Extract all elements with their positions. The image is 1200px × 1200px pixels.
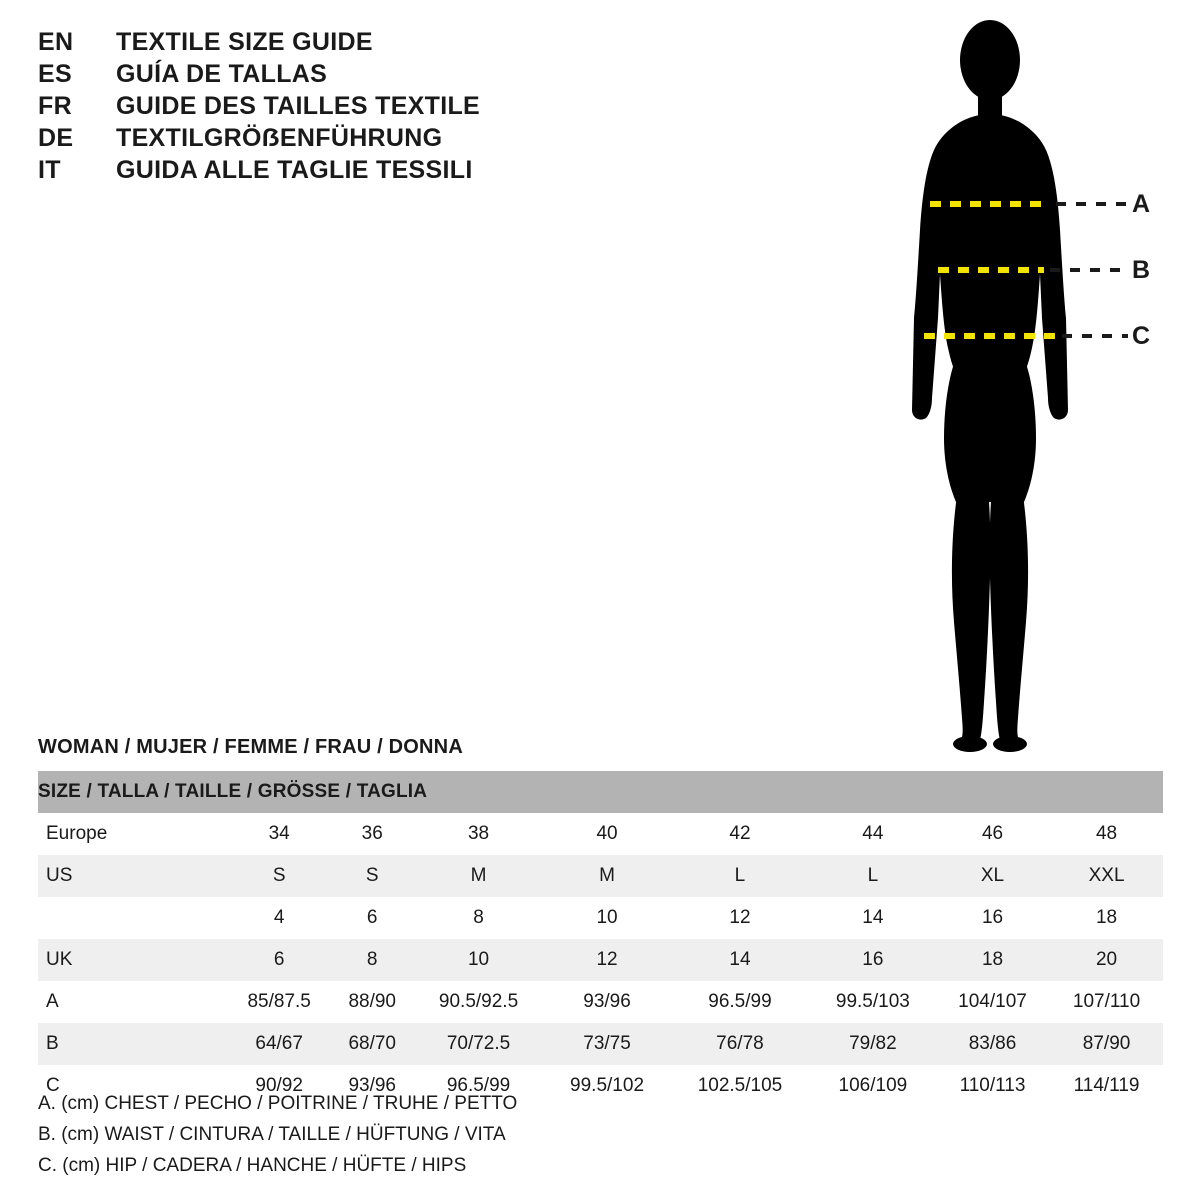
title-text-de: TEXTILGRÖẞENFÜHRUNG	[116, 124, 443, 152]
cell: 6	[366, 907, 378, 928]
table-row	[38, 855, 1163, 897]
cell: 16	[981, 907, 1004, 928]
size-table	[38, 771, 1163, 1107]
cell: XL	[980, 865, 1005, 886]
table-header-label: SIZE / TALLA / TAILLE / GRÖSSE / TAGLIA	[38, 781, 428, 802]
cell: S	[272, 865, 286, 886]
cell: 18	[1095, 907, 1118, 928]
cell: 83/86	[968, 1033, 1017, 1054]
table-row	[38, 813, 1163, 855]
cell: 90/92	[255, 1075, 303, 1096]
cell: 73/75	[583, 1033, 631, 1054]
title-lang-it: IT	[38, 156, 61, 184]
cell: XXL	[1088, 865, 1125, 886]
title-row-fr	[38, 92, 658, 124]
cell: 102.5/105	[697, 1075, 783, 1096]
row-label-b: B	[46, 1033, 59, 1054]
table-row	[38, 939, 1163, 981]
legend-line-b: B. (cm) WAIST / CINTURA / TAILLE / HÜFTUNG / VITA	[38, 1124, 506, 1145]
table-row	[38, 897, 1163, 939]
row-label-us: US	[46, 865, 73, 886]
cell: 87/90	[1082, 1033, 1131, 1054]
cell: 90.5/92.5	[438, 991, 519, 1012]
title-lang-fr: FR	[38, 92, 72, 120]
cell: 44	[862, 823, 884, 844]
row-label-c: C	[46, 1075, 60, 1096]
marker-label-c: C	[1132, 322, 1151, 350]
cell: 14	[862, 907, 884, 928]
cell: 93/96	[583, 991, 631, 1012]
row-label-us-numeric	[38, 897, 226, 939]
cell: 107/110	[1072, 991, 1141, 1012]
title-block	[38, 28, 658, 188]
cell: 70/72.5	[446, 1033, 511, 1054]
marker-label-b: B	[1132, 256, 1151, 284]
cell: 46	[981, 823, 1004, 844]
row-label-a: A	[46, 991, 59, 1012]
cell: S	[365, 865, 379, 886]
marker-label-a: A	[1132, 190, 1151, 218]
cell: 104/107	[958, 991, 1027, 1012]
cell: 18	[981, 949, 1004, 970]
title-row-es	[38, 60, 658, 92]
table-row	[38, 1023, 1163, 1065]
cell: 96.5/99	[708, 991, 772, 1012]
cell: 20	[1095, 949, 1118, 970]
title-row-de	[38, 124, 658, 156]
cell: M	[470, 865, 487, 886]
cell: 6	[273, 949, 285, 970]
cell: 16	[862, 949, 884, 970]
cell: 110/113	[959, 1075, 1026, 1096]
cell: 88/90	[348, 991, 396, 1012]
woman-silhouette-icon	[860, 18, 1190, 758]
cell: 14	[729, 949, 751, 970]
cell: 4	[273, 907, 285, 928]
title-row-en	[38, 28, 658, 60]
woman-section-title: WOMAN / MUJER / FEMME / FRAU / DONNA	[38, 736, 463, 758]
cell: 10	[467, 949, 490, 970]
cell: L	[734, 865, 746, 886]
cell: 85/87.5	[247, 991, 311, 1012]
cell: 48	[1095, 823, 1118, 844]
legend-block	[38, 1088, 738, 1181]
cell: 38	[467, 823, 490, 844]
cell: 64/67	[255, 1033, 303, 1054]
title-text-es: GUÍA DE TALLAS	[116, 60, 328, 88]
cell: M	[599, 865, 615, 886]
cell: 99.5/103	[835, 991, 910, 1012]
cell: 12	[729, 907, 751, 928]
title-lang-es: ES	[38, 60, 72, 88]
legend-line-a: A. (cm) CHEST / PECHO / POITRINE / TRUHE / PETTO	[38, 1093, 518, 1114]
cell: 8	[366, 949, 378, 970]
cell: 8	[473, 907, 484, 928]
table-row	[38, 981, 1163, 1023]
title-text-fr: GUIDE DES TAILLES TEXTILE	[116, 92, 481, 120]
cell: 42	[729, 823, 751, 844]
cell: 79/82	[849, 1033, 897, 1054]
cell: 68/70	[348, 1033, 396, 1054]
cell: 106/109	[838, 1075, 908, 1096]
cell: 96.5/99	[446, 1075, 511, 1096]
title-text-en: TEXTILE SIZE GUIDE	[116, 28, 373, 56]
cell: 40	[596, 823, 618, 844]
cell: 114/119	[1073, 1075, 1140, 1096]
size-table-block	[38, 736, 1163, 1107]
cell: 10	[596, 907, 618, 928]
title-row-it	[38, 156, 658, 188]
cell: 12	[596, 949, 618, 970]
row-label-uk: UK	[46, 949, 73, 970]
title-lang-en: EN	[38, 28, 74, 56]
cell: 34	[268, 823, 290, 844]
cell: 93/96	[348, 1075, 396, 1096]
figure-block	[860, 18, 1190, 758]
title-lang-de: DE	[38, 124, 74, 152]
title-text-it: GUIDA ALLE TAGLIE TESSILI	[116, 156, 473, 184]
cell: L	[867, 865, 879, 886]
row-label-europe: Europe	[46, 823, 108, 844]
table-header-row	[38, 771, 1163, 813]
legend-line-c: C. (cm) HIP / CADERA / HANCHE / HÜFTE / HIPS	[38, 1155, 467, 1176]
cell: 76/78	[716, 1033, 764, 1054]
cell: 36	[361, 823, 383, 844]
cell: 99.5/102	[570, 1075, 645, 1096]
